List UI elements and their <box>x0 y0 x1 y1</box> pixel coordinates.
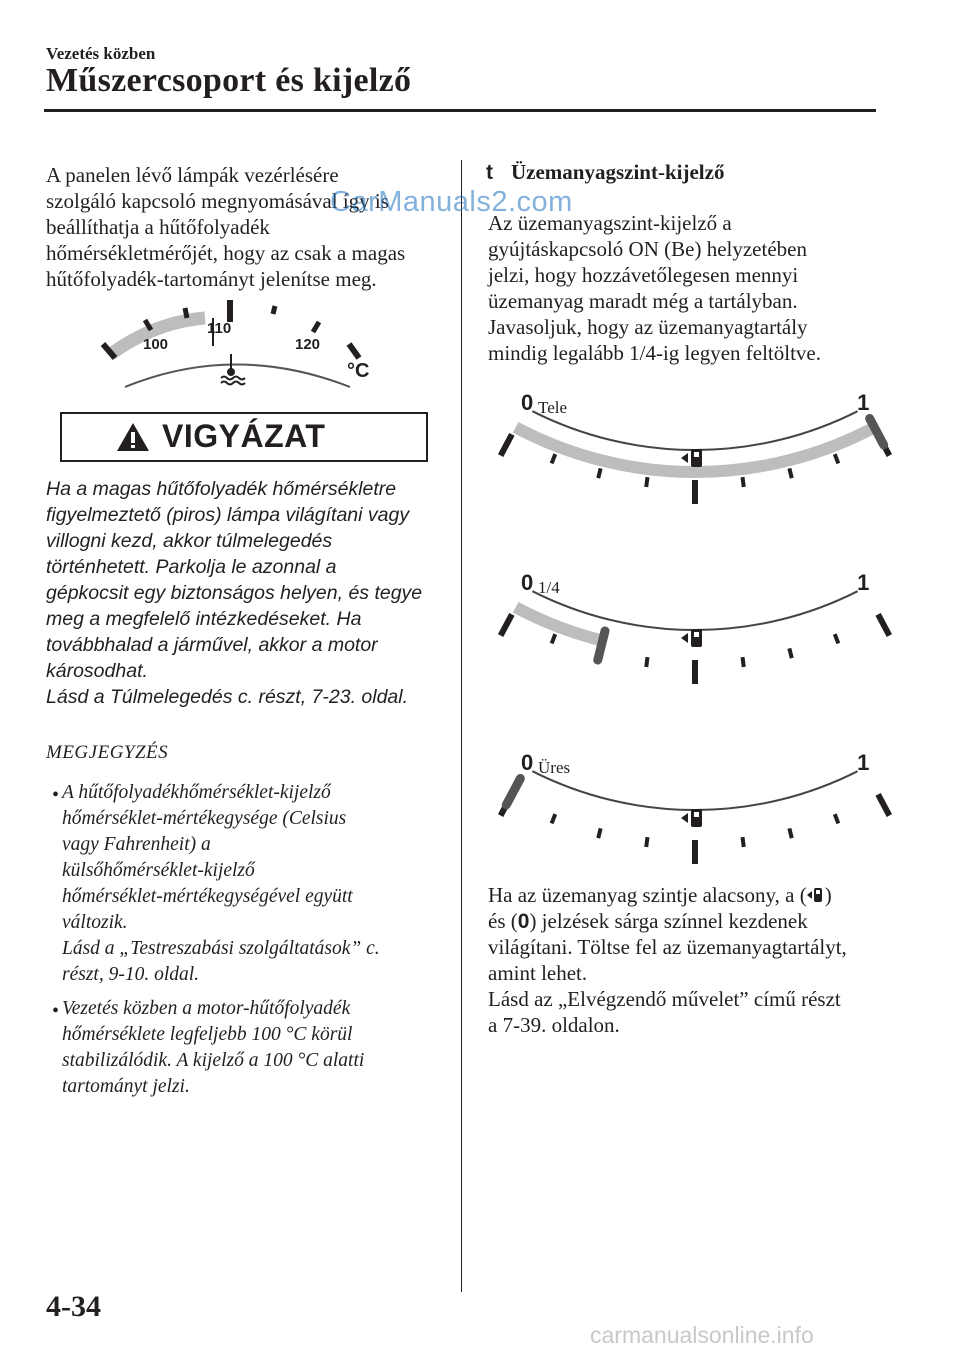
fuel-intro-paragraph: Az üzemanyagszint-kijelző a gyújtáskapcsoló ON (Be) helyzetében jelzi, hogy hozzávetőlegesen mennyi üzemanyag maradt még a tartályban. Javasoljuk, hogy az üzemanyagtartály mindig legalább 1/4-ig legyen feltöltve. <box>488 211 821 365</box>
gauge-caption-quarter: 1/4 <box>538 578 560 597</box>
gauge-inner-arc <box>532 591 857 630</box>
section-label: Vezetés közben <box>46 44 156 63</box>
overlay-watermark: CarManuals2.com <box>330 186 573 218</box>
low-fuel-rest: világítani. Töltse fel az üzemanyagtartályt, amint lehet. Lásd az „Elvégzendő művelet” című részt a 7-39. oldalon. <box>488 935 847 1037</box>
zero-symbol: 0 <box>517 910 530 933</box>
gauge-tick <box>646 657 647 667</box>
gauge-inner-arc <box>532 771 857 810</box>
footer-watermark: carmanualsonline.info <box>590 1322 814 1348</box>
gauge-tick <box>743 477 744 487</box>
gauge-tick <box>789 648 791 658</box>
gauge-caption-full: Tele <box>538 398 568 417</box>
heading-marker: t <box>486 161 493 184</box>
gauge-tick <box>878 794 889 815</box>
gauge-tick <box>743 837 744 847</box>
gauge-tick <box>835 634 839 643</box>
page-title: Műszercsoport és kijelző <box>46 62 412 99</box>
warning-triangle-icon <box>116 422 150 452</box>
gauge-tick <box>552 634 556 643</box>
gauge-label-100: 100 <box>143 336 169 353</box>
gauge-tick <box>789 828 791 838</box>
gauge-label-min: 0 <box>520 750 534 776</box>
fuel-pump-icon <box>807 885 825 905</box>
low-fuel-text-a: Ha az üzemanyag szintje alacsony, a ( <box>488 883 807 907</box>
gauge-needle <box>870 418 884 444</box>
coolant-temperature-gauge <box>95 292 395 392</box>
gauge-tick <box>835 454 839 463</box>
gauge-inner-arc <box>532 411 857 450</box>
gauge-label-110: 110 <box>207 320 232 337</box>
note-item: A hűtőfolyadékhőmérséklet-kijelző hőmérséklet-mértékegysége (Celsius vagy Fahrenheit) a külsőhőmérséklet-kijelző hőmérséklet-mértékegységével együtt változik. Lásd a „Testreszabási szolgáltatások” c. részt, 9-10. oldal. <box>62 782 380 985</box>
gauge-label-max: 1 <box>857 570 870 596</box>
gauge-tick <box>501 614 512 635</box>
gauge-tick <box>598 828 600 838</box>
low-fuel-line-1 <box>488 882 878 908</box>
low-fuel-text-c: és ( <box>488 909 518 933</box>
low-fuel-text-d: ) jelzések sárga színnel kezdenek <box>529 909 808 933</box>
coolant-intro-paragraph: A panelen lévő lámpák vezérlésére szolgáló kapcsoló megnyomásával így is beállíthatja a hűtőfolyadék hőmérsékletmérőjét, hogy az csak a magas hűtőfolyadék-tartományt jelenítse meg. <box>46 163 406 291</box>
low-fuel-text-b: ) <box>824 883 832 907</box>
gauge-tick <box>743 657 744 667</box>
low-fuel-line-2 <box>488 908 878 935</box>
note-bullet: • <box>52 784 60 806</box>
gauge-tick <box>646 837 647 847</box>
gauge-caption-empty: Üres <box>538 758 571 777</box>
gauge-tick <box>552 454 556 463</box>
page-number: 4-34 <box>46 1290 101 1323</box>
gauge-label-min: 0 <box>520 570 534 596</box>
fuel-level-band <box>516 607 603 640</box>
gauge-tick <box>598 468 600 478</box>
gauge-tick <box>789 468 791 478</box>
note-heading: MEGJEGYZÉS <box>46 742 169 763</box>
fuel-pump-icon <box>681 809 702 827</box>
caution-text: Ha a magas hűtőfolyadék hőmérsékletre figyelmeztető (piros) lámpa világítani vagy villogni kezd, akkor túlmelegedés történhetett. Parkolja le azonnal a gépkocsit egy biztonságos helyen, és tegye meg a megfelelő intézkedéseket. Ha továbbhalad a járművel, akkor a motor károsodhat. Lásd a Túlmelegedés c. részt, 7-23. oldal. <box>46 478 423 708</box>
caution-label: VIGYÁZAT <box>162 418 326 454</box>
heading-text: Üzemanyagszint-kijelző <box>511 160 725 184</box>
caution-box <box>60 412 428 462</box>
fuel-gauge-heading <box>486 160 724 185</box>
gauge-tick <box>552 814 556 823</box>
gauge-label-120: 120 <box>295 336 321 353</box>
gauge-tick <box>646 477 647 487</box>
gauge-label-max: 1 <box>857 750 870 776</box>
gauge-tick <box>835 814 839 823</box>
gauge-unit-celsius: °C <box>347 360 370 382</box>
gauge-tick <box>878 614 889 635</box>
fuel-pump-icon <box>681 449 702 467</box>
fuel-pump-icon <box>681 629 702 647</box>
note-bullet: • <box>52 1000 60 1022</box>
title-divider <box>44 109 876 112</box>
gauge-label-max: 1 <box>857 390 870 416</box>
gauge-needle <box>506 778 520 804</box>
column-divider <box>461 160 462 1292</box>
gauge-tick <box>501 434 512 455</box>
note-item: Vezetés közben a motor-hűtőfolyadék hőmérséklete legfeljebb 100 °C körül stabilizálódik. A kijelző a 100 °C alatti tartományt jelzi. <box>62 998 365 1097</box>
gauge-label-min: 0 <box>520 390 534 416</box>
